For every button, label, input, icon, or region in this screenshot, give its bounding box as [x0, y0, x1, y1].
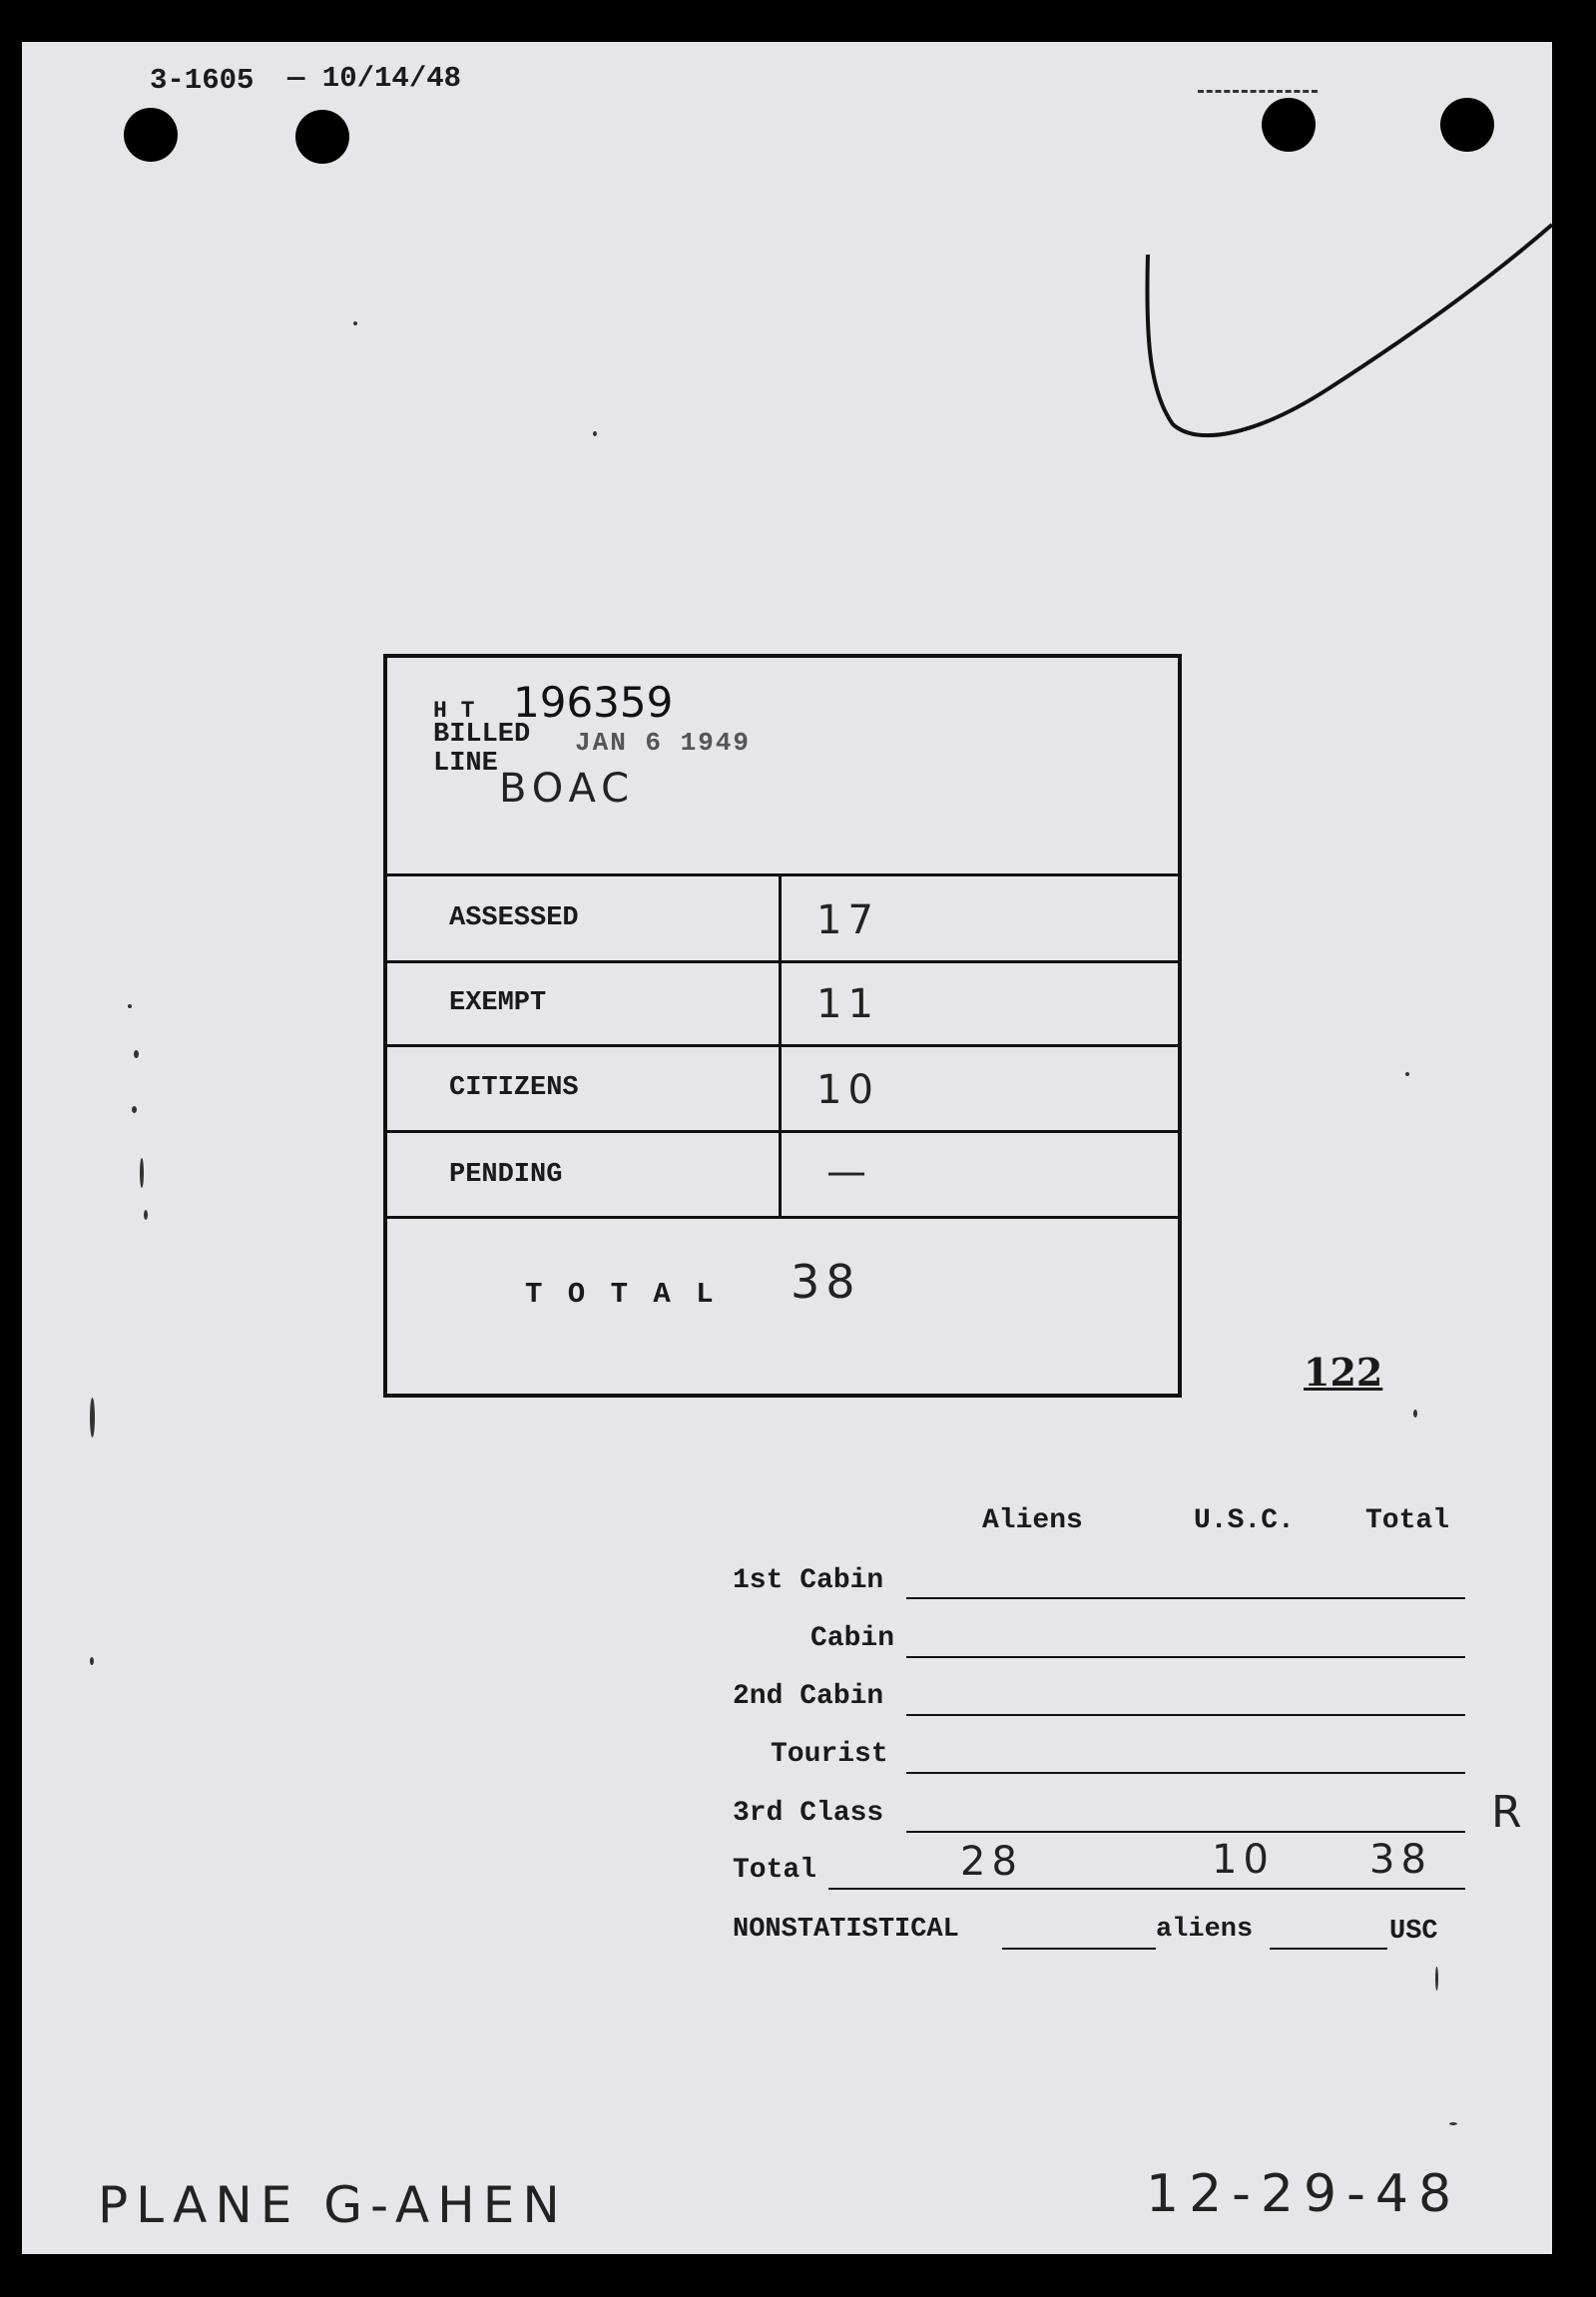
blank-line	[906, 1772, 1465, 1774]
speck	[128, 1004, 132, 1008]
speck	[1435, 1967, 1438, 1991]
ht-label: H T	[433, 698, 475, 724]
speck	[1449, 2122, 1457, 2125]
column-header-total: Total	[1365, 1505, 1450, 1536]
blank-line	[1270, 1948, 1387, 1950]
divider	[387, 1216, 1178, 1219]
ticket-form-box	[383, 654, 1182, 1398]
speck	[90, 1657, 94, 1665]
speck	[134, 1050, 139, 1058]
assessed-label: ASSESSED	[449, 903, 579, 933]
blank-line	[828, 1888, 1465, 1890]
row-label-second-cabin: 2nd Cabin	[733, 1681, 884, 1712]
punch-hole	[295, 110, 349, 164]
blank-line	[906, 1714, 1465, 1716]
blank-line	[906, 1656, 1465, 1658]
speck	[140, 1158, 144, 1188]
total-aliens-value: 28	[960, 1839, 1023, 1885]
punch-hole	[1262, 98, 1316, 152]
assessed-value: 17	[816, 897, 879, 943]
row-label-tourist: Tourist	[771, 1739, 888, 1770]
divider	[387, 1044, 1178, 1047]
total-value: 38	[791, 1255, 861, 1309]
check-mark-icon	[1138, 220, 1557, 459]
punch-hole	[1440, 98, 1494, 152]
nonstatistical-usc-label: USC	[1389, 1917, 1438, 1947]
speck	[593, 431, 597, 436]
margin-mark: R	[1491, 1787, 1528, 1838]
line-value: BOAC	[499, 766, 636, 812]
plane-registration: PLANE G-AHEN	[98, 2176, 568, 2234]
speck	[90, 1398, 95, 1437]
row-label-total: Total	[733, 1855, 817, 1886]
pending-label: PENDING	[449, 1160, 563, 1190]
billed-label: BILLED	[433, 720, 531, 750]
punch-hole	[124, 108, 178, 162]
speck	[132, 1106, 137, 1113]
blank-line	[906, 1597, 1465, 1599]
row-label-third-class: 3rd Class	[733, 1798, 884, 1829]
total-usc-value: 10	[1212, 1837, 1275, 1883]
divider	[387, 1130, 1178, 1133]
blank-line	[906, 1831, 1465, 1833]
exempt-value: 11	[816, 981, 879, 1027]
column-header-aliens: Aliens	[982, 1505, 1083, 1536]
row-label-first-cabin: 1st Cabin	[733, 1565, 884, 1596]
form-date: — 10/14/48	[287, 62, 462, 95]
row-label-cabin: Cabin	[810, 1623, 895, 1654]
header-scribble	[1198, 90, 1318, 96]
billed-date-stamp: JAN 6 1949	[575, 728, 752, 758]
nonstatistical-aliens-label: aliens	[1156, 1915, 1254, 1945]
handwritten-date: 12-29-48	[1146, 2164, 1462, 2224]
speck	[144, 1210, 148, 1220]
ht-number: 196359	[513, 678, 674, 727]
total-total-value: 38	[1369, 1837, 1432, 1883]
line-label: LINE	[433, 749, 498, 779]
form-number: 3-1605	[150, 64, 255, 97]
speck	[1405, 1072, 1409, 1076]
blank-line	[1002, 1948, 1156, 1950]
total-label: T O T A L	[525, 1278, 718, 1311]
pending-value: —	[826, 1149, 872, 1195]
divider	[387, 873, 1178, 876]
citizens-value: 10	[816, 1067, 879, 1113]
column-divider	[779, 873, 782, 1216]
nonstatistical-label: NONSTATISTICAL	[733, 1915, 959, 1945]
citizens-label: CITIZENS	[449, 1073, 579, 1103]
speck	[353, 321, 357, 325]
speck	[1413, 1410, 1417, 1418]
column-header-usc: U.S.C.	[1194, 1505, 1295, 1536]
page-number: 122	[1304, 1350, 1383, 1395]
exempt-label: EXEMPT	[449, 988, 547, 1018]
divider	[387, 960, 1178, 963]
